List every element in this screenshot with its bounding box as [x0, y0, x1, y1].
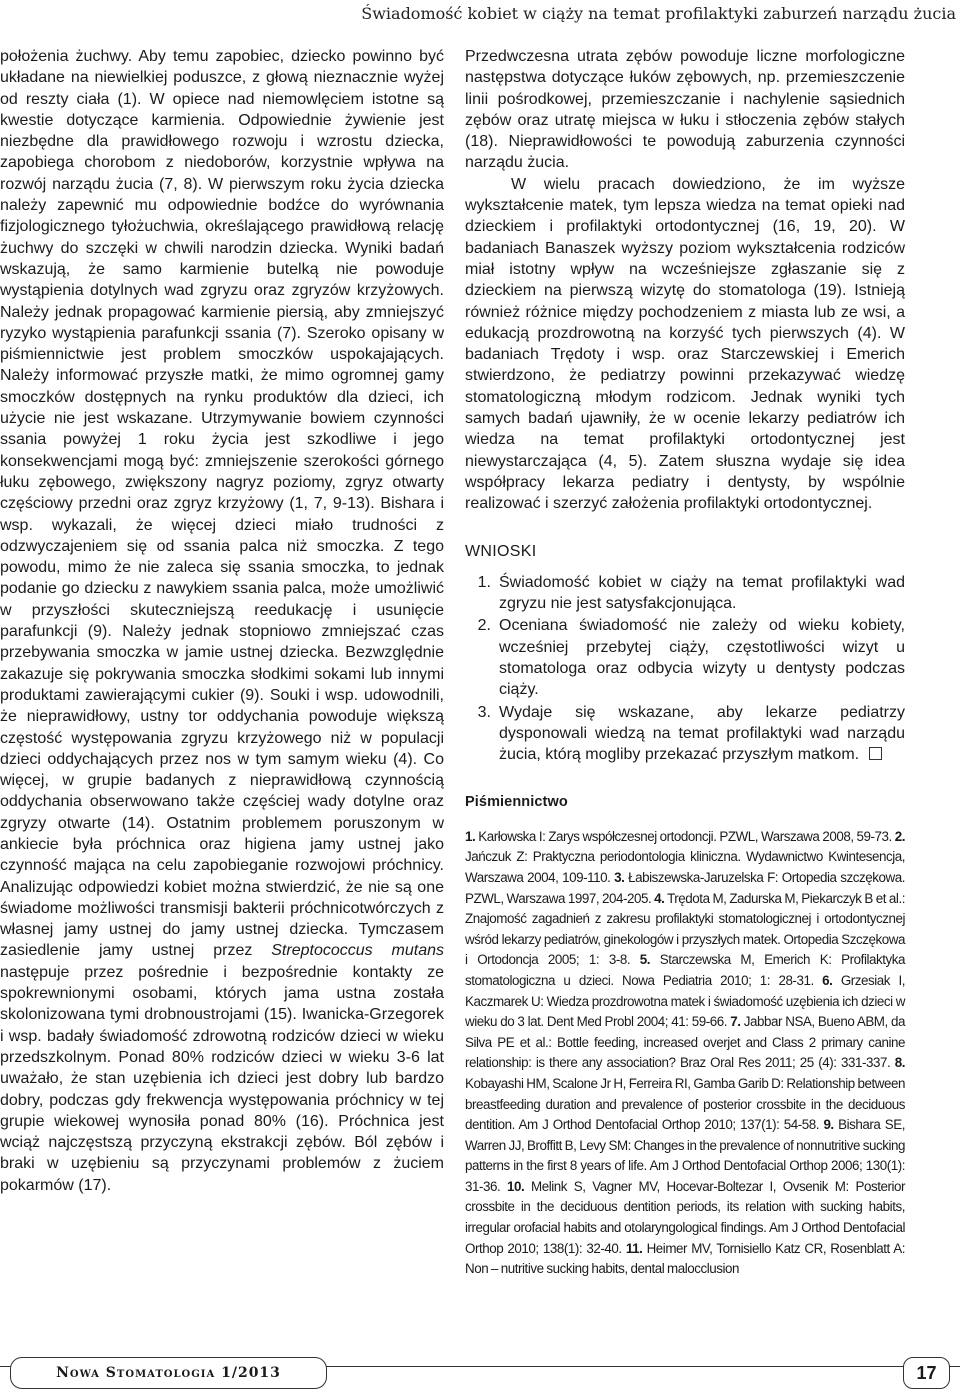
reference-number: 11.	[625, 1240, 643, 1256]
reference-number: 5.	[639, 952, 651, 968]
reference-text: Melink S, Vagner MV, Hocevar-Boltezar I, Ovsenik M: Posterior crossbite in the deciduous dentition periods, its relation with sucking habits, irregular orofacial habits and otolaryngological findings. Am J Orthod Dentofacial Orthop 2010; 138(1): 32-40.	[465, 1178, 906, 1256]
left-paragraph-italic: Streptococcus mutans	[271, 942, 444, 960]
reference-number: 2.	[894, 828, 905, 844]
reference-text: Jabbar NSA, Bueno ABM, da Silva PE et al.: Bottle feeding, increased overjet and Class 2 primary canine relationship: is there any association? Braz Oral Res 2011; 25 (4): 331-337.	[465, 1014, 905, 1071]
reference-text: Bishara SE, Warren JJ, Broffitt B, Levy SM: Changes in the prevalence of nonnutritive sucking patterns in the first 8 years of life. Am J Orthod Dentofacial Orthop 2006; 130(1): 31-36.	[465, 1117, 905, 1194]
right-column	[465, 46, 905, 1280]
reference-text: Starczewska M, Emerich K: Profilaktyka stomatologiczna u dzieci. Nowa Pediatria 2010; 1: 28-31.	[465, 952, 905, 988]
running-head: Świadomość kobiet w ciąży na temat profilaktyki zaburzeń narządu żucia	[361, 4, 956, 23]
left-paragraph	[0, 46, 444, 1196]
reference-number: 10.	[507, 1178, 525, 1194]
conclusion-item	[465, 572, 905, 615]
journal-name-badge: Nowa Stomatologia 1/2013	[10, 1357, 327, 1389]
right-paragraph-2: W wielu pracach dowiedziono, że im wyższe wykształcenie matek, tym lepsza wiedza na temat opieki nad dzieckiem i profilaktyki ortodontycznej (16, 19, 20). W badaniach Banaszek wyższy poziom wykształcenia rodziców miał istotny wpływ na wcześniejsze zgłaszanie się z dzieckiem na pierwszą wizytę do stomatologa (19). Istnieją również różnice między pochodzeniem z miasta lub ze wsi, a edukacją prozdrowotną na korzyść tych pierwszych (4). W badaniach Trędoty i wsp. oraz Starczewskiej i Emerich stwierdzono, że pediatrzy powinni przekazywać wiedzę stomatologiczną młodym rodzicom. Jednak wyniki tych samych badań ujawniły, że w ocenie lekarzy pediatrów ich wiedza na temat profilaktyki ortodontycznej jest niewystarczająca (4, 5). Zatem słuszna wydaje się idea współpracy lekarza pediatry i dentysty, by wspólnie realizować i szerzyć założenia profilaktyki ortodontycznej.	[465, 175, 905, 513]
conclusions-list	[465, 572, 905, 766]
reference-number: 1.	[465, 828, 476, 844]
conclusion-text: Świadomość kobiet w ciąży na temat profilaktyki wad zgryzu nie jest satysfakcjonująca.	[499, 573, 905, 613]
reference-text: Karłowska I: Zarys współczesnej ortodoncji. PZWL, Warszawa 2008, 59-73.	[475, 828, 895, 844]
left-column	[0, 46, 444, 1196]
conclusion-item	[465, 615, 905, 700]
conclusion-number: 2.	[477, 617, 491, 635]
conclusion-text: Wydaje się wskazane, aby lekarze pediatrzy dysponowali wiedzą na temat profilaktyki wad narządu żucia, którą mogliby przekazać przyszłym matkom.	[499, 703, 905, 764]
reference-text: Kobayashi HM, Scalone Jr H, Ferreira RI, Gamba Garib D: Relationship between breastfeeding duration and prevalence of posterior crossbite in the deciduous dentition. Am J Orthod Dentofacial Orthop 2010; 137(1): 54-58.	[465, 1075, 905, 1133]
reference-number: 3.	[614, 869, 625, 885]
conclusion-number: 1.	[477, 573, 491, 591]
reference-text: Grzesiak I, Kaczmarek U: Wiedza prozdrowotna matek i świadomość uzębienia ich dzieci w wieku do 3 lat. Dent Med Probl 2004; 41: 59-66.	[465, 972, 905, 1030]
references-list	[465, 827, 905, 1280]
reference-number: 6.	[822, 972, 833, 988]
page-number: 17	[903, 1357, 950, 1389]
reference-number: 4.	[654, 890, 665, 906]
reference-text: Jańczuk Z: Praktyczna periodontologia kliniczna. Wydawnictwo Kwintesencja, Warszawa 2004, 109-110.	[465, 849, 905, 885]
reference-text: Łabiszewska-Jaruzelska F: Ortopedia szczękowa. PZWL, Warszawa 1997, 204-205.	[465, 869, 905, 906]
conclusion-text: Oceniana świadomość nie zależy od wieku kobiety, wcześniej przebytej ciąży, częstotliwości wizyt u stomatologa oraz odbycia wizyty u dentysty podczas ciąży.	[499, 617, 905, 699]
references-title: Piśmiennictwo	[465, 793, 568, 810]
reference-number: 7.	[730, 1014, 741, 1030]
reference-number: 9.	[823, 1117, 834, 1133]
left-paragraph-text-end: następuje przez pośrednie i bezpośrednie kontakty ze spokrewnionymi osobami, których jama ustna została skolonizowana tymi drobnoustrojami (15). Iwanicka-Grzegorek i wsp. badały świadomość zdrowotną rodziców dzieci w wieku przedszkolnym. Ponad 80% rodziców dzieci w wieku 3-6 lat uważało, że stan uzębienia ich dzieci jest dobry lub bardzo dobry, podczas gdy frekwencja występowania próchnicy w tej grupie wiekowej wynosiła ponad 80% (16). Próchnica jest wciąż najczęstszą przyczyną ekstrakcji zębów. Ból zębów i braki w uzębieniu są przyczynami problemów z żuciem pokarmów (17).	[0, 963, 444, 1194]
conclusion-number: 3.	[477, 703, 491, 721]
conclusion-text-wrap	[499, 702, 905, 766]
reference-number: 8.	[894, 1055, 905, 1071]
conclusion-item	[465, 702, 905, 766]
right-paragraph-1: Przedwczesna utrata zębów powoduje liczne morfologiczne następstwa dotyczące łuków zębowych, np. przemieszczenie linii pośrodkowej, przemieszczanie i nachylenie sąsiednich zębów oraz utratę miejsca w łuku i stłoczenia zębów stałych (18). Nieprawidłowości te powodują zaburzenia czynności narządu żucia.	[465, 48, 905, 172]
conclusions-title: WNIOSKI	[465, 542, 537, 560]
end-of-article-icon	[869, 747, 882, 760]
reference-text: Trędota M, Zadurska M, Piekarczyk B et al.: Znajomość zagadnień z zakresu profilaktyki stomatologicznej i ortodontycznej wśród lekarzy pediatrów, ginekologów i przyszłych matek. Ortopedia Szczękowa i Ortodoncja 2005; 1: 3-8.	[465, 890, 905, 968]
left-paragraph-text: położenia żuchwy. Aby temu zapobiec, dziecko powinno być układane na niewielkiej poduszce, z głową nieznacznie wyżej od reszty ciała (1). W opiece nad niemowlęciem istotne są kwestie dotyczące karmienia. Odpowiednie żywienie jest niezbędne dla prawidłowego rozwoju i wzrostu dziecka, zapobiega chorobom z niedoborów, korzystnie wpływa na rozwój narządu żucia (7, 8). W pierwszym roku życia dziecka należy zapewnić mu odpowiednie bodźce do wyrównania fizjologicznego tyłożuchwia, określającego prawidłową relację żuchwy do szczęki w chwili narodzin dziecka. Wyniki badań wskazują, że samo karmienie butelką nie powoduje wystąpienia dotylnych wad zgryzu oraz zgryzów krzyżowych. Należy jednak propagować karmienie piersią, aby zmniejszyć ryzyko wystąpienia parafunkcji ssania (7). Szeroko opisany w piśmiennictwie jest problem smoczków uspokajających. Należy informować przyszłe matki, że mimo ogromnej gamy smoczków dostępnych na rynku produktów dla dzieci, ich użycie nie jest wskazane. Utrzymywanie bowiem czynności ssania powyżej 1 roku życia jest szkodliwe i jego konsekwencjami mogą być: zmniejszenie szerokości górnego łuku zębowego, zwiększony nagryz poziomy, zgryz otwarty częściowy przedni oraz zgryz krzyżowy (1, 7, 9-13). Bishara i wsp. wykazali, że więcej dzieci miało trudności z odzwyczajeniem się od ssania palca niż smoczka. Z tego powodu, mimo że nie zaleca się ssania smoczka, to jednak podanie go dziecku z nawykiem ssania palca, może umożliwić w przyszłości skuteczniejszą reedukację i usunięcie parafunkcji (9). Należy jednak stopniowo zmniejszać czas przebywania smoczka w jamie ustnej dziecka. Bezwzględnie zakazuje się pokrywania smoczka słodkimi sokami lub innymi produktami zawierającymi cukier (9). Souki i wsp. udowodnili, że nieprawidłowy, ustny tor oddychania powoduje większą częstość występowania zgryzu krzyżowego niż w populacji dzieci oddychających przez nos w tym samym wieku (4). Co więcej, w grupie badanych z nieprawidłową czynnością oddychania obserwowano także częściej wady dotylne oraz zgryzy otwarte (14). Ostatnim problemem poruszonym w ankiecie była próchnica oraz higiena jamy ustnej jako czynność mająca na celu zapobieganie rozwojowi próchnicy. Analizując odpowiedzi kobiet można stwierdzić, że nie są one świadome możliwości transmisji bakterii próchnicotwórczych z własnej jamy ustnej do jamy ustnej dziecka. Tymczasem zasiedlenie jamy ustnej przez	[0, 48, 444, 960]
reference-text: Heimer MV, Tornisiello Katz CR, Rosenblatt A: Non – nutritive sucking habits, dental malocclusion	[465, 1240, 906, 1277]
